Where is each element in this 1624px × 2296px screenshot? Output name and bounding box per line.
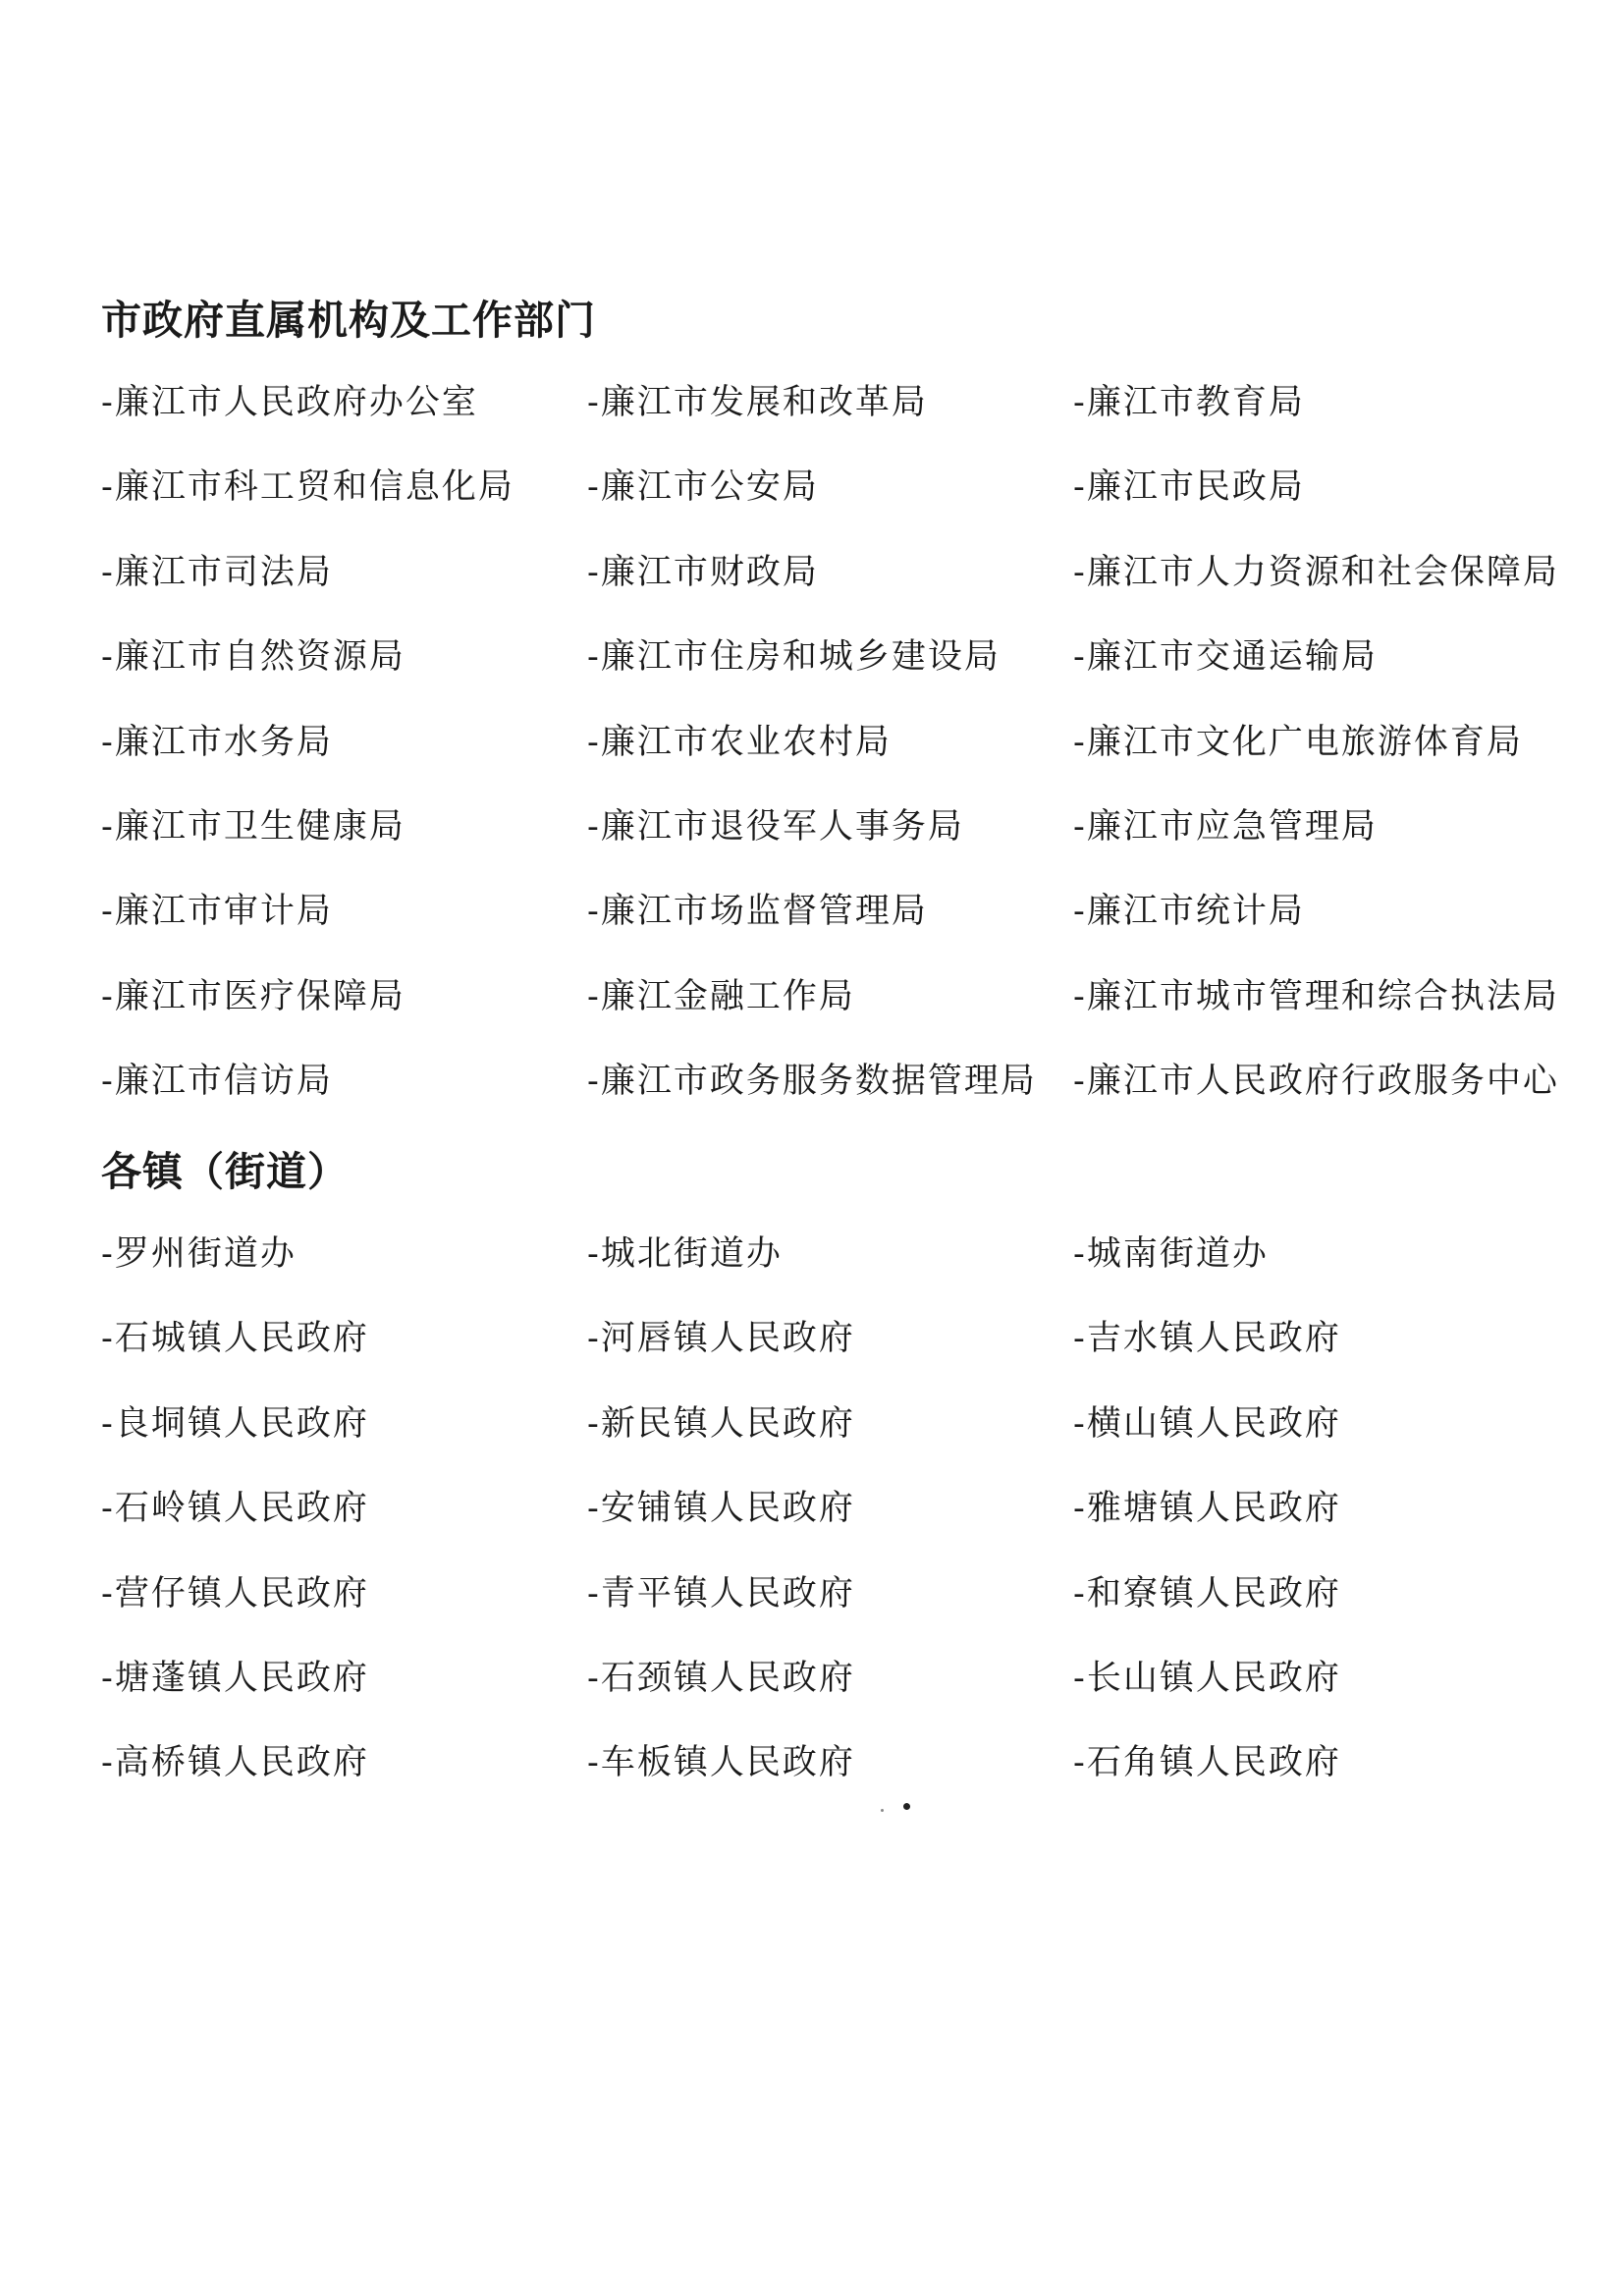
- list-item: -罗州街道办: [101, 1234, 297, 1274]
- list-item: -廉江市人力资源和社会保障局: [1073, 552, 1559, 592]
- list-item: -廉江市场监督管理局: [587, 892, 928, 932]
- list-item: -廉江市人民政府办公室: [101, 383, 478, 422]
- list-item: -廉江市教育局: [1073, 383, 1305, 422]
- section-title-departments: 市政府直属机构及工作部门: [101, 297, 596, 344]
- list-item: -城北街道办: [587, 1234, 783, 1274]
- list-item: -石颈镇人民政府: [587, 1658, 855, 1698]
- list-item: -廉江金融工作局: [587, 976, 855, 1016]
- list-item: -青平镇人民政府: [587, 1573, 855, 1613]
- list-item: -廉江市城市管理和综合执法局: [1073, 976, 1559, 1016]
- list-item: -廉江市农业农村局: [587, 722, 892, 762]
- list-item: -廉江市发展和改革局: [587, 383, 928, 422]
- list-item: -河唇镇人民政府: [587, 1319, 855, 1359]
- list-item: -廉江市政务服务数据管理局: [587, 1062, 1037, 1102]
- list-item: -廉江市统计局: [1073, 892, 1305, 932]
- list-item: -廉江市财政局: [587, 552, 819, 592]
- list-item: -廉江市司法局: [101, 552, 333, 592]
- list-item: -廉江市卫生健康局: [101, 806, 406, 847]
- list-item: -长山镇人民政府: [1073, 1658, 1341, 1698]
- list-item: -吉水镇人民政府: [1073, 1319, 1341, 1359]
- list-item: -廉江市信访局: [101, 1062, 333, 1102]
- list-item: -廉江市医疗保障局: [101, 976, 406, 1016]
- list-item: -营仔镇人民政府: [101, 1573, 369, 1613]
- list-item: -廉江市民政局: [1073, 467, 1305, 508]
- list-item: -廉江市水务局: [101, 722, 333, 762]
- list-item: -横山镇人民政府: [1073, 1403, 1341, 1444]
- section-title-towns: 各镇（街道）: [101, 1148, 349, 1195]
- list-item: -石城镇人民政府: [101, 1319, 369, 1359]
- list-item: -石岭镇人民政府: [101, 1489, 369, 1529]
- list-item: -城南街道办: [1073, 1234, 1269, 1274]
- list-item: -廉江市科工贸和信息化局: [101, 467, 514, 508]
- list-item: -良垌镇人民政府: [101, 1403, 369, 1444]
- list-item: -廉江市文化广电旅游体育局: [1073, 722, 1523, 762]
- list-item: -廉江市公安局: [587, 467, 819, 508]
- list-item: -石角镇人民政府: [1073, 1743, 1341, 1783]
- department-list: [101, 378, 1574, 1142]
- list-item: -高桥镇人民政府: [101, 1743, 369, 1783]
- list-item: -塘蓬镇人民政府: [101, 1658, 369, 1698]
- list-item: -雅塘镇人民政府: [1073, 1489, 1341, 1529]
- list-item: -安铺镇人民政府: [587, 1489, 855, 1529]
- list-item: -廉江市审计局: [101, 892, 333, 932]
- list-item: -廉江市自然资源局: [101, 637, 406, 678]
- list-item: -廉江市人民政府行政服务中心: [1073, 1062, 1559, 1102]
- list-item: -车板镇人民政府: [587, 1743, 855, 1783]
- list-item: -新民镇人民政府: [587, 1403, 855, 1444]
- scan-speck: [881, 1809, 884, 1812]
- town-list: [101, 1230, 1574, 1824]
- list-item: -廉江市住房和城乡建设局: [587, 637, 1001, 678]
- list-item: -廉江市交通运输局: [1073, 637, 1378, 678]
- list-item: -廉江市退役军人事务局: [587, 806, 964, 847]
- list-item: -和寮镇人民政府: [1073, 1573, 1341, 1613]
- list-item: -廉江市应急管理局: [1073, 806, 1378, 847]
